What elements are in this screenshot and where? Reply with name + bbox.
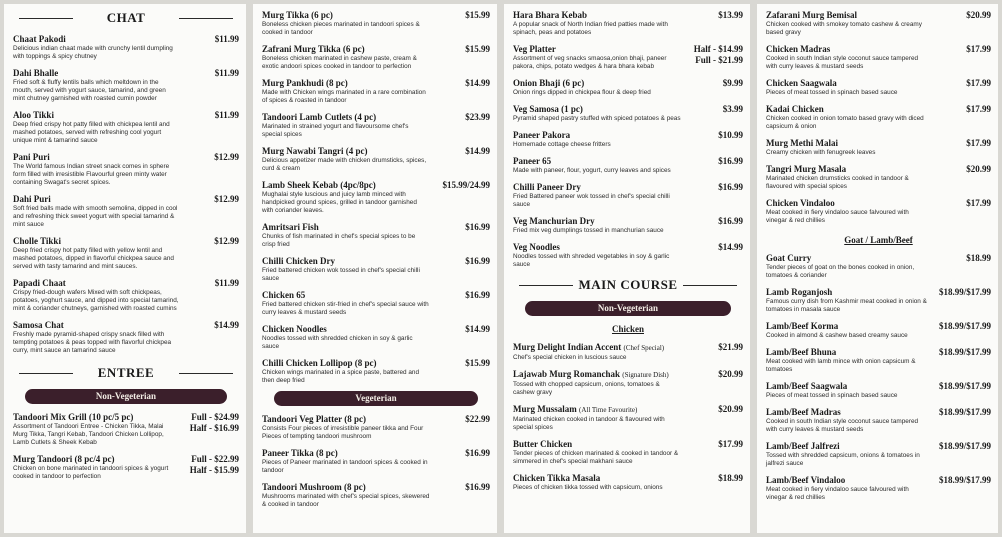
menu-item xyxy=(513,369,743,397)
menu-item xyxy=(13,320,239,355)
item-name-text: Murg Tikka (6 pc) xyxy=(262,10,333,20)
item-name-text: Tandoori Lamb Cutlets (4 pc) xyxy=(262,112,377,122)
menu-item xyxy=(13,68,239,103)
item-name-text: Lamb/Beef Madras xyxy=(766,407,841,417)
item-name-text: Tandoori Mushroom (8 pc) xyxy=(262,482,366,492)
chat-heading: CHAT xyxy=(13,10,239,26)
item-price: $17.99 xyxy=(966,104,991,114)
item-description: A popular snack of North Indian fried patties made with spinach, peas and potatoes xyxy=(513,21,668,36)
item-name-text: Paneer 65 xyxy=(513,156,552,166)
item-description: Pieces of meat tossed in spinach based sauce xyxy=(766,89,898,96)
item-description: Meat cooked with lamb mince with onion capsicum & tomatoes xyxy=(766,358,916,373)
menu-item xyxy=(513,342,743,362)
item-name xyxy=(262,146,490,157)
item-name xyxy=(766,253,991,264)
item-description: Made with Chicken wings marinated in a rare combination of spices & roasted in tandoor xyxy=(262,89,426,104)
item-name-text: Zafrani Murg Tikka (6 pc) xyxy=(262,44,365,54)
item-description: Pieces of Paneer marinated in tandoori spices & cooked in tandoor xyxy=(262,459,428,474)
menu-item xyxy=(262,290,490,317)
item-name-text: Murg Pankhudi (8 pc) xyxy=(262,78,348,88)
item-price: $16.99 xyxy=(465,222,490,232)
item-price: $22.99 xyxy=(465,414,490,424)
item-price: Half - $14.99 Full - $21.99 xyxy=(693,44,743,65)
menu-item xyxy=(13,412,239,447)
item-price: $20.99 xyxy=(718,404,743,414)
item-price: $10.99 xyxy=(718,130,743,140)
menu-item xyxy=(513,216,743,235)
menu-item xyxy=(13,194,239,229)
entree-nonveg-list xyxy=(262,10,490,385)
item-name xyxy=(513,473,743,484)
item-name-text: Chaat Pakodi xyxy=(13,34,66,44)
menu-item xyxy=(513,130,743,149)
item-name xyxy=(262,414,490,425)
item-name-text: Murg Nawabi Tangri (4 pc) xyxy=(262,146,368,156)
item-name xyxy=(262,78,490,89)
menu-panel-2 xyxy=(253,4,497,533)
item-name xyxy=(13,320,239,331)
item-description: Pyramid shaped pastry stuffed with spiced potatoes & peas xyxy=(513,115,681,122)
item-name xyxy=(13,34,239,45)
menu-item xyxy=(262,222,490,249)
item-name-text: Lamb Roganjosh xyxy=(766,287,833,297)
menu-item xyxy=(766,10,991,37)
menu-item xyxy=(262,78,490,105)
item-name-text: Tangri Murg Masala xyxy=(766,164,847,174)
menu-item xyxy=(513,242,743,269)
item-name-text: Aloo Tikki xyxy=(13,110,54,120)
item-price: $16.99 xyxy=(465,256,490,266)
item-name xyxy=(513,104,743,115)
item-description: Fried Battered paneer wok tossed in chef's special chilli sauce xyxy=(513,193,670,208)
menu-item xyxy=(766,198,991,225)
item-name-text: Chilli Chicken Dry xyxy=(262,256,336,266)
item-name-text: Chilli Chicken Lollipop (8 pc) xyxy=(262,358,377,368)
item-description: Marinated in strained yogurt and flavoursome chef's special spices xyxy=(262,123,409,138)
goat-lamb-beef-list xyxy=(766,253,991,502)
entree-category-pill: Non-Vegeterian xyxy=(25,389,227,404)
item-description: Tossed with shredded capsicum, onions & tomatoes in jalfrezi sauce xyxy=(766,452,920,467)
item-description: Cooked in south Indian style coconut sauce tampered with curry leaves & mustard seeds xyxy=(766,55,919,70)
item-name-text: Chilli Paneer Dry xyxy=(513,182,581,192)
item-name-text: Lamb/Beef Korma xyxy=(766,321,839,331)
item-price: $18.99/$17.99 xyxy=(938,441,991,451)
item-name xyxy=(13,278,239,289)
item-name xyxy=(513,342,743,354)
item-name-text: Chicken Saagwala xyxy=(766,78,837,88)
item-name xyxy=(766,10,991,21)
item-description: Fried mix veg dumplings tossed in manchurian sauce xyxy=(513,227,664,234)
item-name xyxy=(262,324,490,335)
item-description: Creamy chicken with fenugreek leaves xyxy=(766,149,876,156)
item-description: Tossed with chopped capsicum, onions, tomatoes & cashew gravy xyxy=(513,381,660,396)
item-description: The World famous Indian street snack comes in sphere form filled with irresistible Flavourful green minty water containing Swagat's secret spices. xyxy=(13,163,170,186)
item-name-text: Murg Delight Indian Accent xyxy=(513,342,622,352)
menu-item xyxy=(262,324,490,351)
item-description: Made with paneer, flour, yogurt, curry leaves and spices xyxy=(513,167,671,174)
item-name-text: Lajawab Murg Romanchak xyxy=(513,369,621,379)
item-description: Marinated chicken cooked in tandoor & flavoured with special spices xyxy=(513,416,665,431)
item-note: (All Time Favourite) xyxy=(579,406,638,414)
item-description: Mughalai style luscious and juicy lamb minced with handpicked ground spices, grilled in tandoor garnished with coriander leaves. xyxy=(262,191,417,214)
menu-item xyxy=(513,78,743,97)
item-name-text: Paneer Pakora xyxy=(513,130,571,140)
item-name-text: Pani Puri xyxy=(13,152,50,162)
item-price: $18.99 xyxy=(966,253,991,263)
item-name xyxy=(513,216,743,227)
item-description: Noodles tossed with shreded vegetables in soy & garlic sauce xyxy=(513,253,670,268)
item-name xyxy=(13,236,239,247)
item-name xyxy=(766,44,991,55)
item-name xyxy=(766,164,991,175)
item-description: Fried battered chicken wok tossed in chef's special chilli sauce xyxy=(262,267,420,282)
item-price: $16.99 xyxy=(718,216,743,226)
item-name xyxy=(13,110,239,121)
item-name xyxy=(262,222,490,233)
menu-item xyxy=(513,10,743,37)
item-name-text: Lamb/Beef Vindaloo xyxy=(766,475,846,485)
vegetarian-pill: Vegeterian xyxy=(274,391,478,406)
menu-item xyxy=(513,473,743,492)
item-name-text: Paneer Tikka (8 pc) xyxy=(262,448,338,458)
chicken-heading: Chicken xyxy=(611,324,644,334)
item-name-text: Murg Mussalam xyxy=(513,404,577,414)
item-name-text: Papadi Chaat xyxy=(13,278,66,288)
chicken-list-b xyxy=(766,10,991,225)
item-name-text: Dahi Bhalle xyxy=(13,68,59,78)
menu-item xyxy=(766,407,991,434)
menu-item xyxy=(13,236,239,271)
item-description: Boneless chicken marinated in cashew paste, cream & exotic andoori spices cooked in tandoor to perfection xyxy=(262,55,417,70)
item-description: Soft fried balls made with smooth semolina, dipped in cool and refreshing thick sweet yogurt with special tamarind & mint sauce xyxy=(13,205,178,228)
menu-item xyxy=(766,287,991,314)
menu-item xyxy=(513,404,743,432)
goat-lamb-beef-heading: Goat / Lamb/Beef xyxy=(844,235,913,245)
item-name-text: Lamb Sheek Kebab (4pc/8pc) xyxy=(262,180,376,190)
item-price: Full - $22.99 Half - $15.99 xyxy=(189,454,239,475)
chicken-list-a xyxy=(513,342,743,492)
menu-item xyxy=(13,278,239,313)
menu-item xyxy=(262,10,490,37)
item-name xyxy=(262,256,490,267)
item-name-text: Samosa Chat xyxy=(13,320,64,330)
item-name-text: Hara Bhara Kebab xyxy=(513,10,588,20)
item-name-text: Goat Curry xyxy=(766,253,812,263)
item-name-text: Veg Samosa (1 pc) xyxy=(513,104,583,114)
menu-item xyxy=(262,414,490,441)
item-name-text: Chicken 65 xyxy=(262,290,306,300)
menu-item xyxy=(766,321,991,340)
main-course-pill: Non-Vegeterian xyxy=(525,301,731,316)
item-name xyxy=(513,156,743,167)
item-name-text: Lamb/Beef Bhuna xyxy=(766,347,837,357)
item-name xyxy=(766,138,991,149)
item-description: Cooked in almond & cashew based creamy sauce xyxy=(766,332,908,339)
item-note: (Signature Dish) xyxy=(622,371,669,379)
item-description: Homemade cottage cheese fritters xyxy=(513,141,611,148)
item-name-text: Lamb/Beef Jalfrezi xyxy=(766,441,840,451)
item-name xyxy=(262,448,490,459)
item-price: $18.99/$17.99 xyxy=(938,407,991,417)
menu-item xyxy=(262,482,490,509)
item-price: $20.99 xyxy=(966,164,991,174)
item-name xyxy=(513,404,743,416)
entree-veg-list xyxy=(262,414,490,509)
item-description: Famous curry dish from Kashmir meat cooked in onion & tomatoes in masala sauce xyxy=(766,298,927,313)
item-description: Assortment of Tandoori Entree - Chicken Tikka, Malai Murg Tikka, Tangri Kebab, Tandoori Chicken Lollipop, Lamb Cutlets & Sheek Kebab xyxy=(13,423,164,446)
item-price: $15.99 xyxy=(465,44,490,54)
item-description: Chunks of fish marinated in chef's special spices to be crisp fried xyxy=(262,233,416,248)
item-description: Cooked in south Indian style coconut sauce tampered with curry leaves & mustard seeds xyxy=(766,418,919,433)
item-price: $14.99 xyxy=(214,320,239,330)
item-name xyxy=(513,182,743,193)
item-price: $18.99/$17.99 xyxy=(938,381,991,391)
item-name xyxy=(262,358,490,369)
item-description: Meat cooked in fiery vindaloo sauce falvoured with vinegar & red chillies xyxy=(766,486,909,501)
item-price: $16.99 xyxy=(465,448,490,458)
item-price: $16.99 xyxy=(465,290,490,300)
item-price: $13.99 xyxy=(718,10,743,20)
item-price: $14.99 xyxy=(465,146,490,156)
entree-heading: ENTREE xyxy=(13,365,239,381)
item-price: Full - $24.99 Half - $16.99 xyxy=(189,412,239,433)
item-price: $20.99 xyxy=(718,369,743,379)
menu-panel-4 xyxy=(757,4,998,533)
item-description: Chicken wings marinated in a spice paste, battered and then deep fried xyxy=(262,369,420,384)
item-price: $14.99 xyxy=(465,78,490,88)
item-description: Chef's special chicken in luscious sauce xyxy=(513,354,627,361)
item-name xyxy=(513,242,743,253)
menu-item xyxy=(513,439,743,466)
item-description: Freshly made pyramid-shaped crispy snack filled with tempting potatoes & peas topped with flavorful chickpea curry, mint sauce an tamarind sauce xyxy=(13,331,172,354)
menu-item xyxy=(13,110,239,145)
menu-item xyxy=(513,182,743,209)
item-name xyxy=(513,369,743,381)
item-price: $11.99 xyxy=(214,110,239,120)
item-price: $14.99 xyxy=(465,324,490,334)
item-name-text: Murg Tandoori (8 pc/4 pc) xyxy=(13,454,115,464)
menu-item xyxy=(513,104,743,123)
item-price: $16.99 xyxy=(718,182,743,192)
menu-item xyxy=(766,78,991,97)
item-name xyxy=(513,439,743,450)
item-description: Tender pieces of chicken marinated & cooked in tandoor & simmered in chef's special makhani sauce xyxy=(513,450,679,465)
menu-item xyxy=(262,256,490,283)
item-description: Assortment of veg snacks smaosa,onion bhaji, paneer pakora, chips, potato wedges & hara bhara kebab xyxy=(513,55,667,70)
item-price: $15.99/24.99 xyxy=(442,180,490,190)
item-price: $23.99 xyxy=(465,112,490,122)
item-description: Deep fried crispy hot patty filled with chickpea lentil and mashed potatoes, served with refreshing cool yogurt unique mint & tamarind sauce xyxy=(13,121,170,144)
item-name-text: Tandoori Mix Grill (10 pc/5 pc) xyxy=(13,412,134,422)
item-price: $17.99 xyxy=(966,44,991,54)
item-description: Fried soft & fluffy lentils balls which meltdown in the mouth, served with yogurt sauce, tamarind, and green mint chutney garnished with roasted cumin powder xyxy=(13,79,166,102)
item-price: $12.99 xyxy=(214,152,239,162)
item-name-text: Veg Manchurian Dry xyxy=(513,216,595,226)
menu-item xyxy=(766,253,991,280)
item-name xyxy=(262,290,490,301)
menu-item xyxy=(13,454,239,481)
chat-list xyxy=(13,34,239,355)
item-name-text: Veg Noodles xyxy=(513,242,560,252)
item-name-text: Zafarani Murg Bemisal xyxy=(766,10,857,20)
menu-item xyxy=(766,475,991,502)
item-price: $17.99 xyxy=(718,439,743,449)
item-price: $3.99 xyxy=(722,104,743,114)
item-name xyxy=(262,112,490,123)
item-description: Delicious indian chaat made with crunchy lentil dumpling with toppings & spicy chutney xyxy=(13,45,173,60)
item-price: $11.99 xyxy=(214,34,239,44)
item-price: $18.99/$17.99 xyxy=(938,475,991,485)
item-price: $15.99 xyxy=(465,10,490,20)
item-name-text: Chicken Tikka Masala xyxy=(513,473,601,483)
item-price: $20.99 xyxy=(966,10,991,20)
menu-item xyxy=(262,146,490,173)
menu-panel-1 xyxy=(4,4,246,533)
menu-item xyxy=(766,104,991,131)
item-name-text: Chicken Vindaloo xyxy=(766,198,835,208)
item-description: Chicken on bone marinated in tandoori spices & yogurt cooked in tandoor to perfection xyxy=(13,465,169,480)
item-description: Onion rings dipped in chickpea flour & deep fried xyxy=(513,89,651,96)
menu-item xyxy=(766,164,991,191)
item-name xyxy=(766,104,991,115)
menu-item xyxy=(262,358,490,385)
item-price: $18.99/$17.99 xyxy=(938,347,991,357)
item-name-text: Kadai Chicken xyxy=(766,104,824,114)
item-price: $16.99 xyxy=(718,156,743,166)
item-description: Mushrooms marinated with chef's special spices, skewered & cooked in tandoor xyxy=(262,493,430,508)
menu-item xyxy=(766,441,991,468)
item-description: Pieces of chicken tikka tossed with capsicum, onions xyxy=(513,484,663,491)
item-description: Noodles tossed with shredded chicken in soy & garlic sauce xyxy=(262,335,413,350)
item-name-text: Onion Bhaji (6 pc) xyxy=(513,78,585,88)
item-name-text: Chicken Madras xyxy=(766,44,831,54)
item-description: Meat cooked in fiery vindaloo sauce falvoured with vinegar & red chillies xyxy=(766,209,909,224)
menu-panel-3 xyxy=(504,4,750,533)
item-name xyxy=(766,198,991,209)
item-price: $21.99 xyxy=(718,342,743,352)
item-name xyxy=(262,482,490,493)
menu-item xyxy=(766,381,991,400)
item-name-text: Murg Methi Malai xyxy=(766,138,838,148)
item-price: $12.99 xyxy=(214,194,239,204)
item-description: Delicious appetizer made with chicken drumsticks, spices, curd & cream xyxy=(262,157,427,172)
item-name xyxy=(262,10,490,21)
item-price: $18.99/$17.99 xyxy=(938,287,991,297)
item-description: Crispy fried-dough wafers Mixed with soft chickpeas, potatoes, yoghurt sauce, and dipped into special tamarind, mint & coriander chutneys, garnished with roasted cumins xyxy=(13,289,179,312)
item-price: $18.99 xyxy=(718,473,743,483)
menu-item xyxy=(513,156,743,175)
item-description: Boneless chicken pieces marinated in tandoori spices & cooked in tandoor xyxy=(262,21,420,36)
item-name xyxy=(13,152,239,163)
menu-item xyxy=(262,448,490,475)
item-name xyxy=(513,130,743,141)
menu-item xyxy=(766,347,991,374)
item-price: $17.99 xyxy=(966,198,991,208)
item-name-text: Cholle Tikki xyxy=(13,236,61,246)
item-price: $17.99 xyxy=(966,78,991,88)
entree-list xyxy=(13,412,239,481)
item-price: $16.99 xyxy=(465,482,490,492)
item-name xyxy=(766,78,991,89)
menu-item xyxy=(513,44,743,71)
item-name xyxy=(13,194,239,205)
item-name-text: Amritsari Fish xyxy=(262,222,319,232)
item-name-text: Butter Chicken xyxy=(513,439,573,449)
item-name xyxy=(262,44,490,55)
item-name-text: Chicken Noodles xyxy=(262,324,327,334)
item-name-text: Dahi Puri xyxy=(13,194,51,204)
item-name-text: Veg Platter xyxy=(513,44,556,54)
item-name xyxy=(513,10,743,21)
item-price: $15.99 xyxy=(465,358,490,368)
item-description: Deep fried crispy hot patty filled with yellow lentil and mashed potatoes, dipped in flavorful chickpea sauce and served with tasty tamarind and mint sauces. xyxy=(13,247,174,270)
item-price: $11.99 xyxy=(214,278,239,288)
item-description: Consists Four pieces of irresistible paneer tikka and Four Pieces of tempting tandoori mushroom xyxy=(262,425,424,440)
item-price: $18.99/$17.99 xyxy=(938,321,991,331)
item-price: $14.99 xyxy=(718,242,743,252)
item-description: Chicken cooked in onion tomato based gravy with diced capsicum & onion xyxy=(766,115,924,130)
menu-item xyxy=(13,34,239,61)
item-price: $17.99 xyxy=(966,138,991,148)
item-name-text: Tandoori Veg Platter (8 pc) xyxy=(262,414,367,424)
item-price: $11.99 xyxy=(214,68,239,78)
main-course-heading: MAIN COURSE xyxy=(513,277,743,293)
item-price: $9.99 xyxy=(722,78,743,88)
item-description: Fried battered chicken stir-fried in chef's special sauce with curry leaves & mustard seeds xyxy=(262,301,429,316)
item-description: Chicken cooked with smokey tomato cashew & creamy based gravy xyxy=(766,21,922,36)
item-name xyxy=(513,78,743,89)
item-name-text: Lamb/Beef Saagwala xyxy=(766,381,848,391)
item-description: Marinated chicken drumsticks cooked in tandoor & flavoured with special spices xyxy=(766,175,909,190)
menu-item xyxy=(766,138,991,157)
item-description: Tender pieces of goat on the bones cooked in onion, tomatoes & coriander xyxy=(766,264,915,279)
veg-snacks-list xyxy=(513,10,743,269)
menu-item xyxy=(262,44,490,71)
item-price: $12.99 xyxy=(214,236,239,246)
menu-item xyxy=(262,112,490,139)
menu-item xyxy=(766,44,991,71)
item-description: Pieces of meat tossed in spinach based sauce xyxy=(766,392,898,399)
menu-item xyxy=(262,180,490,215)
item-note: (Chef Special) xyxy=(623,344,665,352)
item-name xyxy=(13,68,239,79)
menu-item xyxy=(13,152,239,187)
